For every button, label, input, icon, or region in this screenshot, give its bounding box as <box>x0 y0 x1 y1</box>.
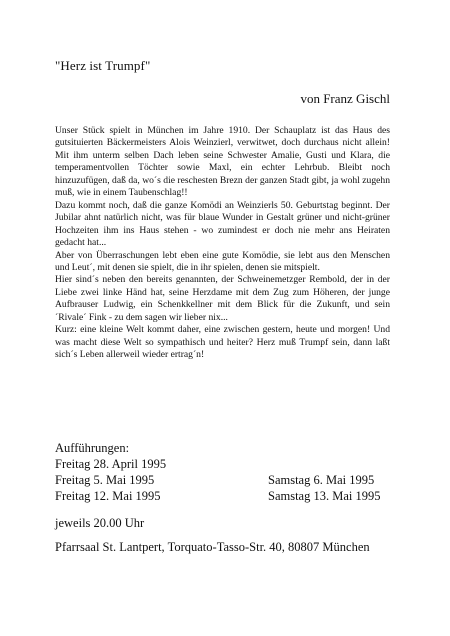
performance-row <box>55 489 385 504</box>
synopsis-paragraph: Hier sind´s neben den bereits genannten, der Schweinemetzger Rembold, der in der Liebe zwei linke Händ hat, seine Herzdame mit dem Zug zum Höheren, der junge Aufbrauser Ludwig, ein Schenkkellner mit dem Blick für die Zukunft, und sein ´Rivale´ Fink - zu dem sagen wir lieber nix... <box>55 274 390 323</box>
venue-address: Pfarrsaal St. Lantpert, Torquato-Tasso-Str. 40, 80807 München <box>55 540 370 554</box>
synopsis-paragraph: Dazu kommt noch, daß die ganze Komödi an Weinzierls 50. Geburtstag beginnt. Der Jubilar ahnt natürlich nicht, was für blaue Wunder in Gestalt grüner und nicht-grüner Hochzeiten ihm ins Haus stehen - wo zumindest er doch nie mehr ans Heiraten gedacht hat... <box>55 199 390 249</box>
play-title: "Herz ist Trumpf" <box>55 58 151 73</box>
performance-date: Samstag 6. Mai 1995 <box>268 473 375 487</box>
performances-label: Aufführungen: <box>55 441 130 455</box>
synopsis <box>55 125 390 362</box>
performance-date: Freitag 12. Mai 1995 <box>55 489 161 503</box>
performance-row <box>55 457 385 472</box>
synopsis-paragraph: Unser Stück spielt in München im Jahre 1910. Der Schauplatz ist das Haus des gutsituierten Bäckermeisters Alois Weinzierl, verwitwet, doch durchaus nicht allein! Mit ihm unterm selben Dach leben seine Schwester Amalie, Gusti und Klara, die temperamentvollen Töchter sowie Maxl, ein echter Lehrbub. Bleibt noch hinzuzufügen, daß da, wo´s die reschesten Brezn der ganzen Stadt gibt, ja wohl zugehn muß, wie in einem Taubenschlag!! <box>55 125 390 199</box>
play-author: von Franz Gischl <box>300 91 390 106</box>
synopsis-paragraph: Kurz: eine kleine Welt kommt daher, eine zwischen gestern, heute und morgen! Und was macht diese Welt so sympathisch und heiter? Herz muß Trumpf sein, dann laßt sich´s Leben allerweil wieder ertrag´n! <box>55 324 390 361</box>
performance-row <box>55 473 385 488</box>
performance-date: Freitag 28. April 1995 <box>55 457 167 471</box>
performance-date: Samstag 13. Mai 1995 <box>268 489 381 503</box>
performance-time: jeweils 20.00 Uhr <box>55 516 145 530</box>
synopsis-paragraph: Aber von Überraschungen lebt eben eine gute Komödie, sie lebt aus den Menschen und Leut´, mit denen sie spielt, die in ihr spielen, denen sie mitspielt. <box>55 249 390 273</box>
performance-date: Freitag 5. Mai 1995 <box>55 473 155 487</box>
